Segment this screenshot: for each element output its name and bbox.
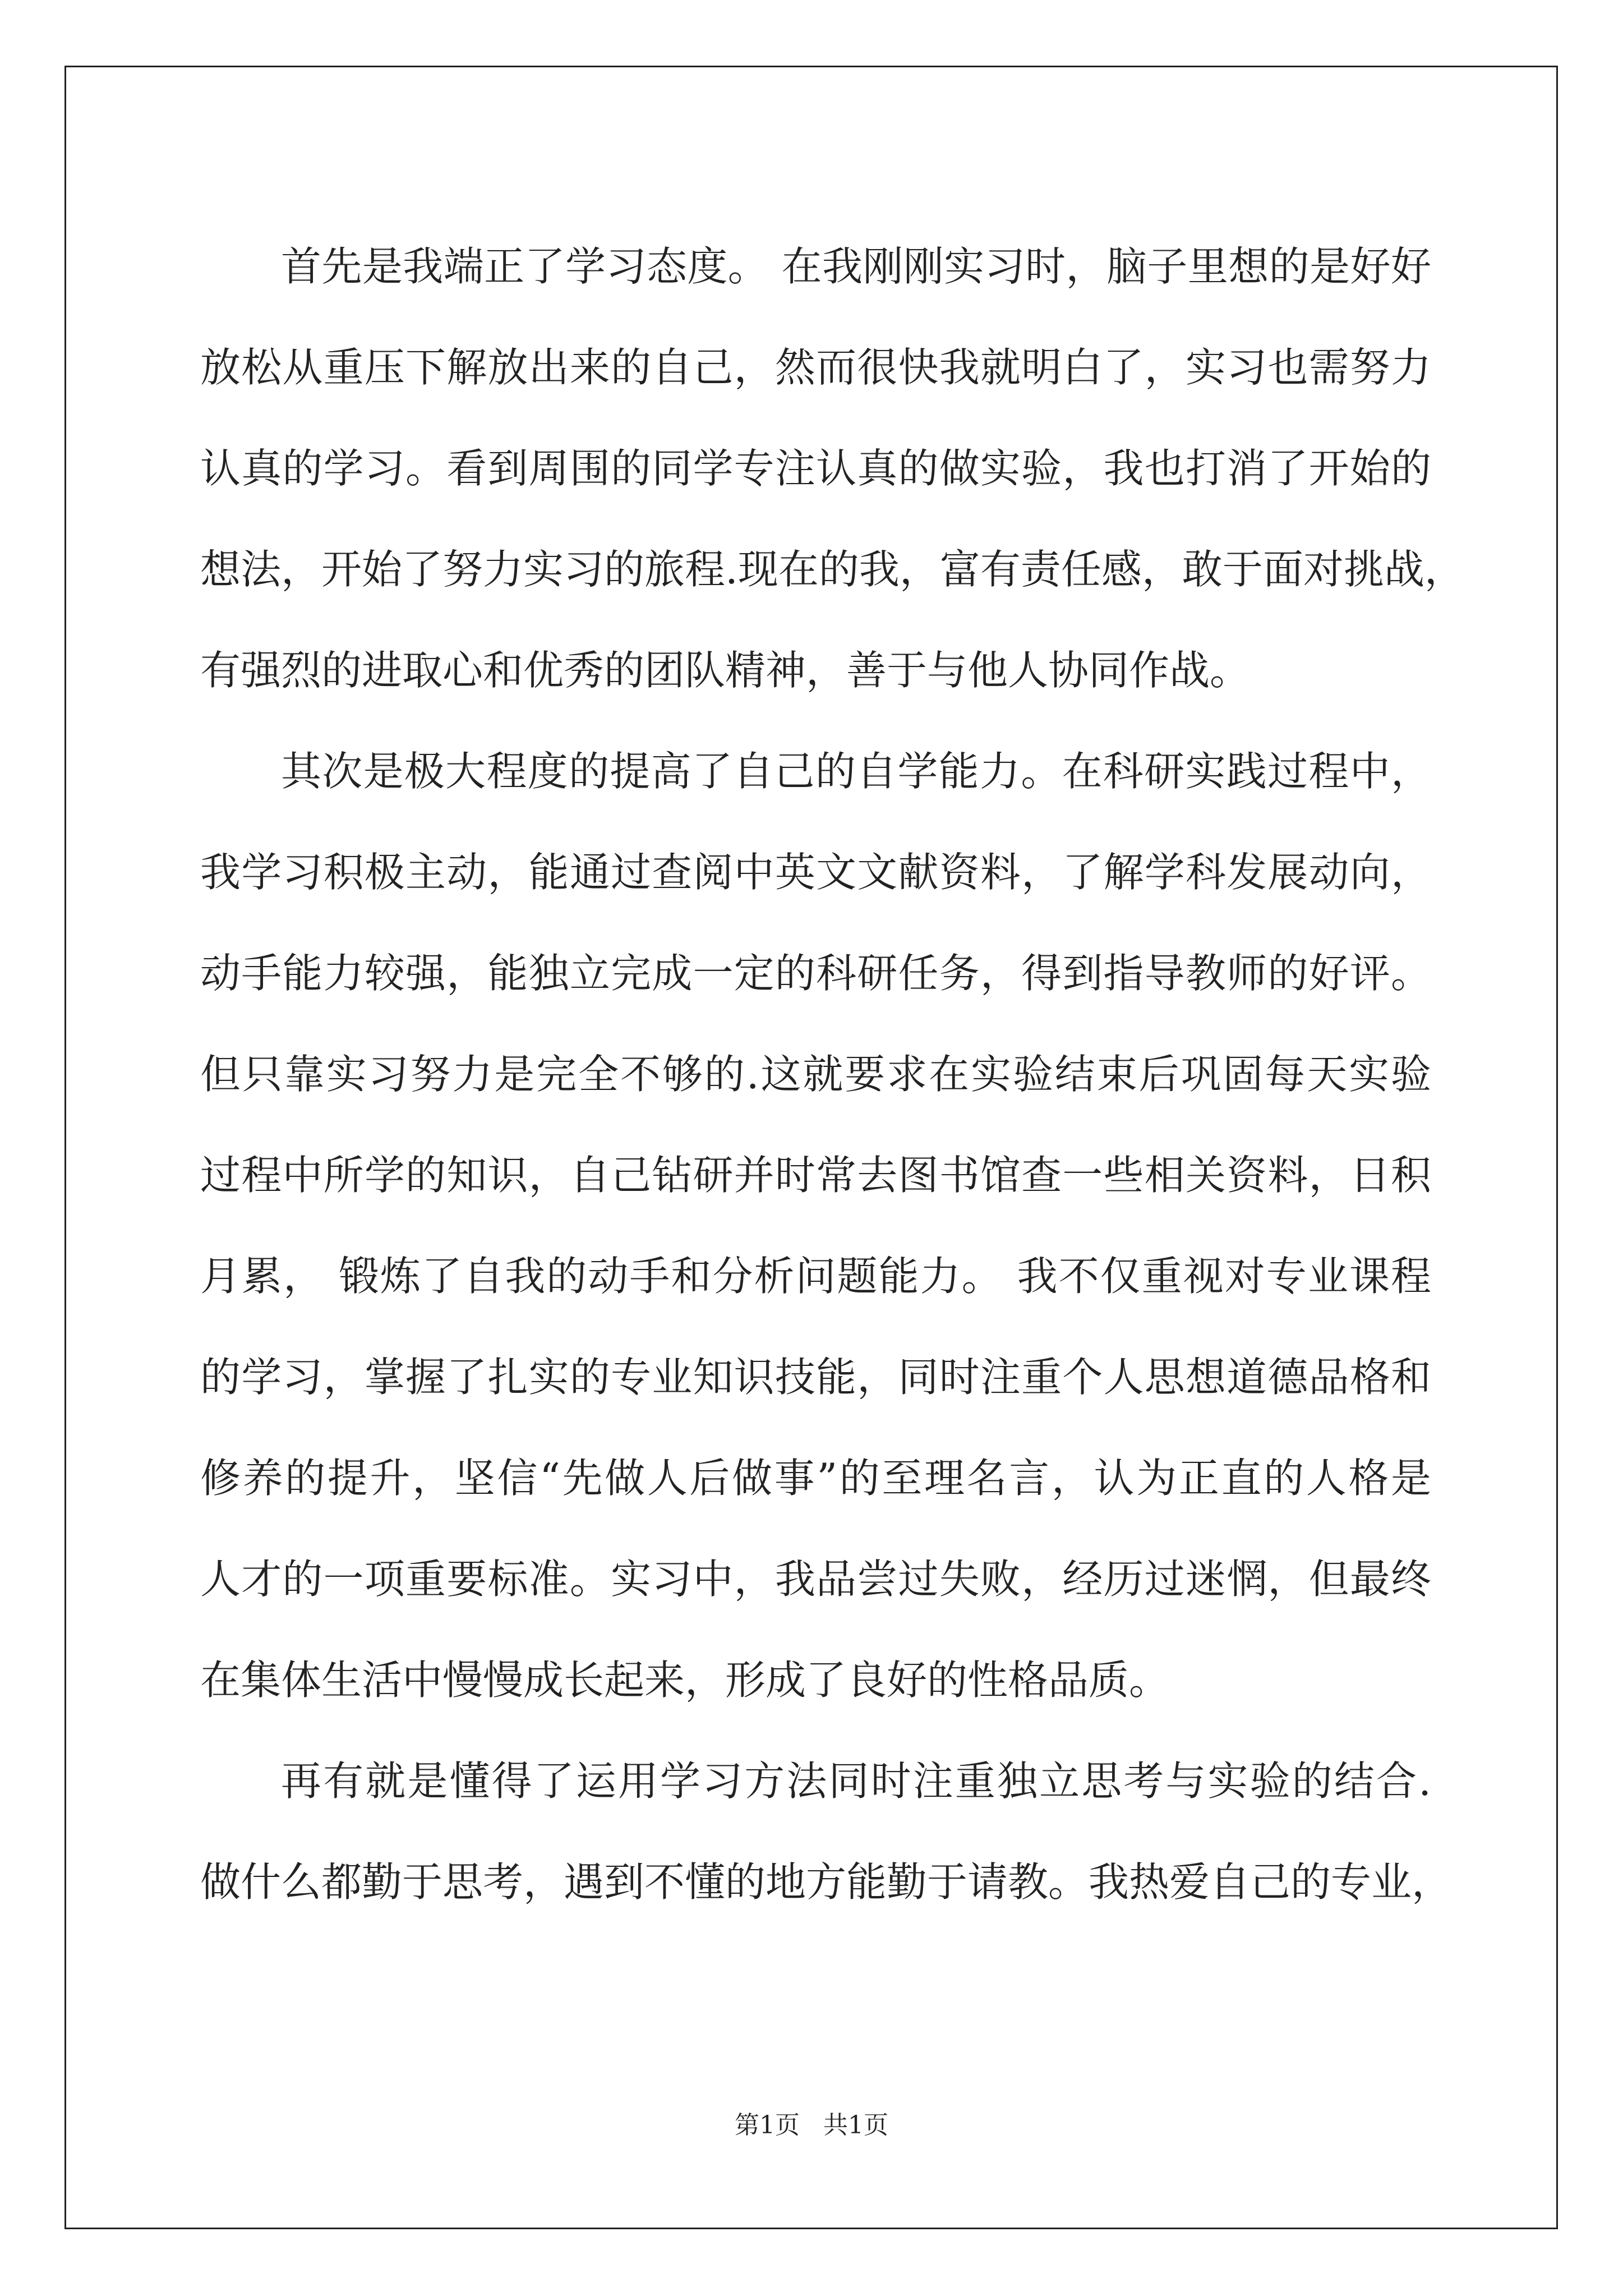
paragraph-2-line-10: 在集体生活中慢慢成长起来，形成了良好的性格品质。 (200, 1657, 1170, 1704)
paragraph-1-line-1: 首先是我端正了学习态度。 在我刚刚实习时，脑子里想的是好好 (281, 243, 1431, 290)
paragraph-2-line-3: 动手能力较强，能独立完成一定的科研任务，得到指导教师的好评。 (200, 950, 1431, 997)
paragraph-2-line-8: 修养的提升，坚信“先做人后做事”的至理名言，认为正直的人格是 (200, 1455, 1431, 1502)
paragraph-2-line-2: 我学习积极主动，能通过查阅中英文文献资料，了解学科发展动向， (200, 849, 1431, 896)
paragraph-1-line-5: 有强烈的进取心和优秀的团队精神，善于与他人协同作战。 (200, 647, 1251, 694)
paragraph-2-line-6: 月累， 锻炼了自我的动手和分析问题能力。 我不仅重视对专业课程 (200, 1253, 1431, 1300)
paragraph-2-line-7: 的学习，掌握了扎实的专业知识技能，同时注重个人思想道德品格和 (200, 1354, 1431, 1401)
page-total: 共1页 (823, 2111, 888, 2139)
document-body (200, 216, 1465, 1932)
paragraph-2-line-5: 过程中所学的知识，自己钻研并时常去图书馆查一些相关资料，日积 (200, 1152, 1431, 1199)
page-footer (0, 2105, 1623, 2141)
paragraph-2-line-1: 其次是极大程度的提高了自己的自学能力。在科研实践过程中， (281, 748, 1431, 795)
paragraph-2-line-4: 但只靠实习努力是完全不够的.这就要求在实验结束后巩固每天实验 (200, 1051, 1431, 1098)
paragraph-1-line-4: 想法，开始了努力实习的旅程.现在的我，富有责任感，敢于面对挑战， (200, 546, 1465, 593)
paragraph-2-line-9: 人才的一项重要标准。实习中，我品尝过失败，经历过迷惘，但最终 (200, 1556, 1431, 1603)
paragraph-1-line-3: 认真的学习。看到周围的同学专注认真的做实验，我也打消了开始的 (200, 445, 1431, 492)
page-number: 第1页 (735, 2111, 800, 2139)
paragraph-3-line-2: 做什么都勤于思考，遇到不懂的地方能勤于请教。我热爱自己的专业， (200, 1858, 1453, 1906)
paragraph-3-line-1: 再有就是懂得了运用学习方法同时注重独立思考与实验的结合. (281, 1757, 1431, 1805)
paragraph-1-line-2: 放松从重压下解放出来的自己，然而很快我就明白了，实习也需努力 (200, 344, 1431, 391)
